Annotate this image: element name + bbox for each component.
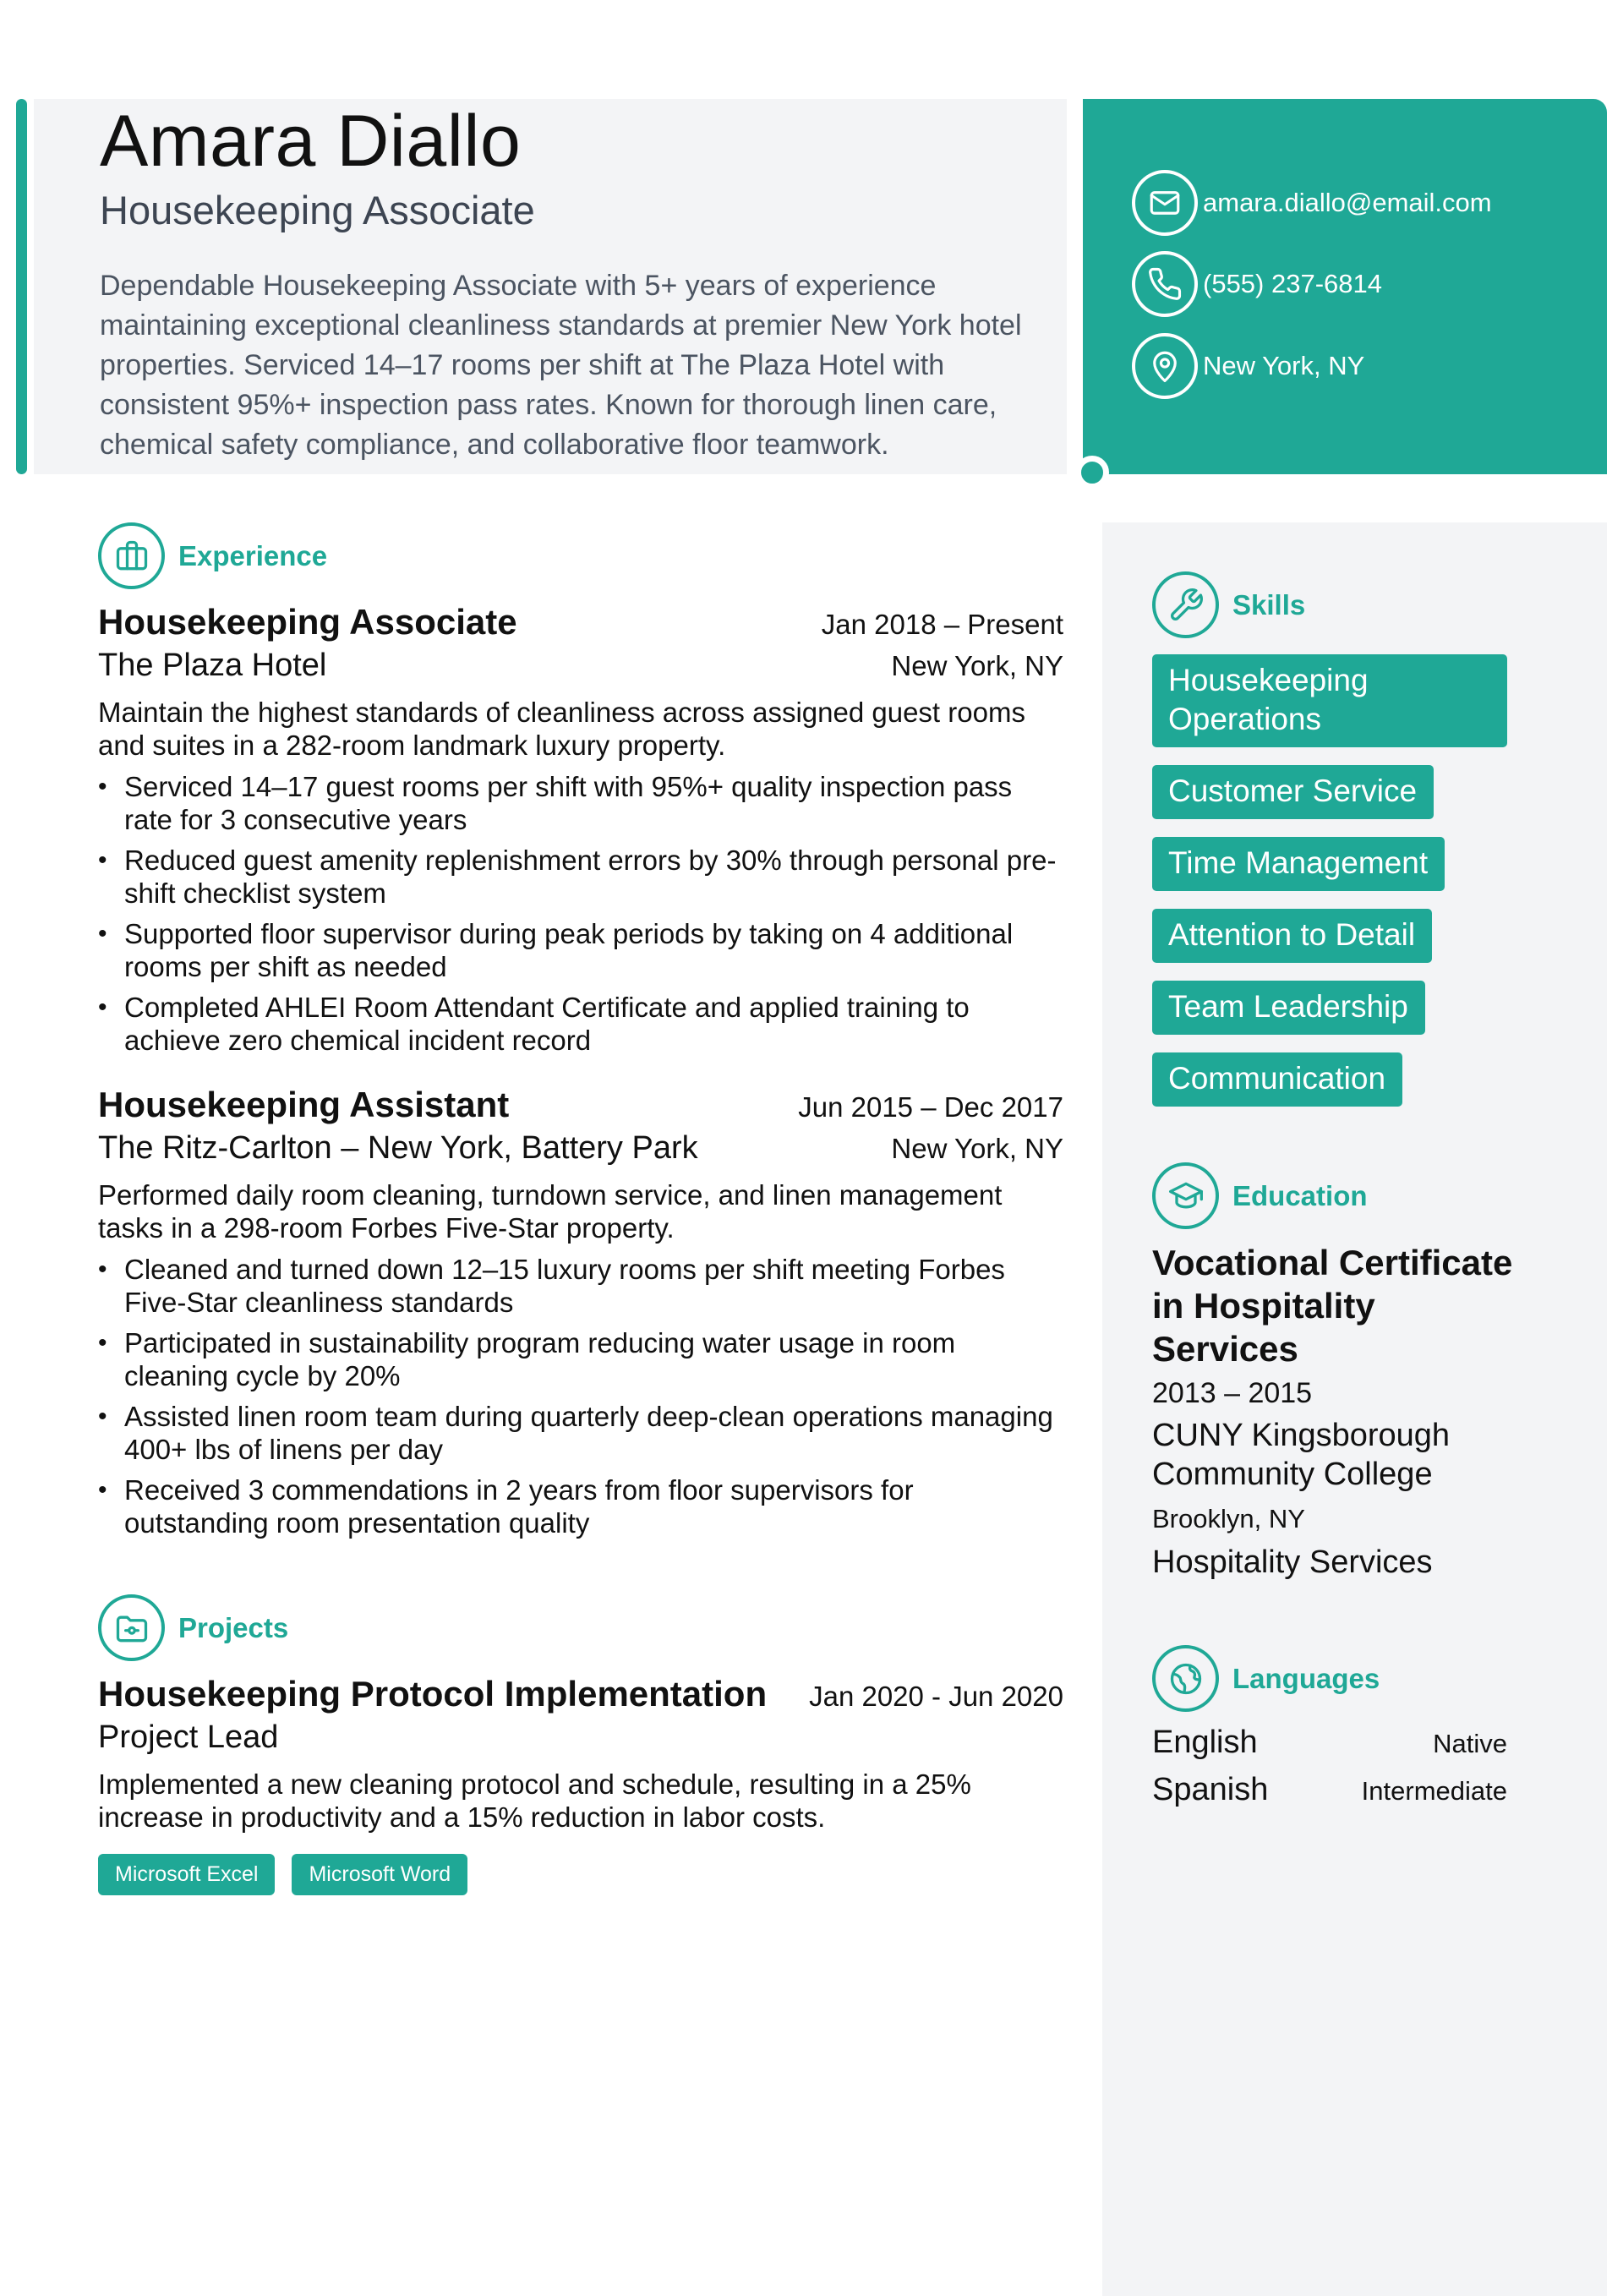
project-tags xyxy=(98,1854,1063,1895)
job-bullets xyxy=(98,770,1063,1057)
contact-location xyxy=(1132,333,1364,399)
experience-heading xyxy=(98,522,327,589)
project-role: Project Lead xyxy=(98,1719,279,1755)
briefcase-icon xyxy=(98,522,165,589)
experience-item xyxy=(98,602,1063,1064)
phone-icon xyxy=(1132,251,1198,317)
language-level: Native xyxy=(1433,1729,1507,1758)
candidate-name: Amara Diallo xyxy=(100,101,522,182)
map-pin-icon xyxy=(1132,333,1198,399)
job-bullet: • Received 3 commendations in 2 years from floor supervisors for outstanding room presentation quality xyxy=(98,1473,1063,1539)
language-row xyxy=(1152,1725,1507,1772)
language-level: Intermediate xyxy=(1361,1776,1507,1806)
languages-list xyxy=(1152,1725,1507,1819)
job-bullet: • Cleaned and turned down 12–15 luxury rooms per shift meeting Forbes Five-Star cleanliness standards xyxy=(98,1253,1063,1319)
education-city: Brooklyn, NY xyxy=(1152,1504,1305,1533)
education-item xyxy=(1152,1241,1524,1582)
project-tag: Microsoft Excel xyxy=(98,1854,275,1895)
skills-heading xyxy=(1152,571,1305,638)
project-dates: Jan 2020 - Jun 2020 xyxy=(809,1681,1063,1712)
skill-tag: Time Management xyxy=(1152,837,1445,891)
envelope-icon xyxy=(1132,170,1198,236)
job-bullet: • Supported floor supervisor during peak periods by taking on 4 additional rooms per shift as needed xyxy=(98,917,1063,983)
job-bullet: • Completed AHLEI Room Attendant Certificate and applied training to achieve zero chemical incident record xyxy=(98,991,1063,1057)
location-text: New York, NY xyxy=(1203,351,1365,380)
job-company: The Plaza Hotel xyxy=(98,648,327,683)
projects-title: Projects xyxy=(178,1611,289,1643)
experience-title: Experience xyxy=(178,539,328,571)
job-description: Performed daily room cleaning, turndown service, and linen management tasks in a 298-room Forbes Five-Star property. xyxy=(98,1179,1003,1244)
job-title: Housekeeping Associate xyxy=(98,602,517,642)
job-title: Housekeeping Assistant xyxy=(98,1085,510,1124)
job-dates: Jun 2015 – Dec 2017 xyxy=(798,1091,1063,1123)
language-name: English xyxy=(1152,1725,1258,1760)
profile-summary: Dependable Housekeeping Associate with 5+ years of experience maintaining exceptional cleanliness standards at premier New York hotel properties. Serviced 14–17 rooms per shift at The Plaza Hotel with consistent 95%+ inspection pass rates. Known for thorough linen care, chemical safety compliance, and collaborative floor teamwork. xyxy=(100,270,1022,461)
job-dates: Jan 2018 – Present xyxy=(821,609,1063,640)
phone-text[interactable]: (555) 237-6814 xyxy=(1203,269,1382,298)
contact-phone[interactable] xyxy=(1132,251,1382,317)
project-description: Implemented a new cleaning protocol and schedule, resulting in a 25% increase in productivity and a 15% reduction in labor costs. xyxy=(98,1768,971,1833)
skill-tag: Customer Service xyxy=(1152,765,1434,819)
languages-title: Languages xyxy=(1232,1662,1380,1694)
job-bullet: • Participated in sustainability program reducing water usage in room cleaning cycle by 20% xyxy=(98,1326,1063,1392)
job-bullet: • Assisted linen room team during quarterly deep-clean operations managing 400+ lbs of linens per day xyxy=(98,1400,1063,1466)
education-years: 2013 – 2015 xyxy=(1152,1377,1313,1409)
graduation-cap-icon xyxy=(1152,1162,1219,1229)
language-row xyxy=(1152,1772,1507,1819)
globe-icon xyxy=(1152,1645,1219,1712)
job-location: New York, NY xyxy=(891,1133,1063,1164)
job-bullet: • Reduced guest amenity replenishment errors by 30% through personal pre-shift checklist system xyxy=(98,844,1063,910)
projects-heading xyxy=(98,1594,288,1661)
header-accent-bar xyxy=(16,99,27,474)
skill-tag: Team Leadership xyxy=(1152,981,1425,1035)
skill-tag: Attention to Detail xyxy=(1152,909,1432,963)
contact-email[interactable] xyxy=(1132,170,1492,236)
project-tag: Microsoft Word xyxy=(292,1854,467,1895)
languages-heading xyxy=(1152,1645,1380,1712)
education-title: Education xyxy=(1232,1179,1368,1211)
project-title: Housekeeping Protocol Implementation xyxy=(98,1674,768,1714)
education-degree: Vocational Certificate in Hospitality Services xyxy=(1152,1243,1513,1369)
experience-item xyxy=(98,1085,1063,1547)
decorative-dot xyxy=(1075,456,1109,489)
skill-tag: Communication xyxy=(1152,1052,1402,1107)
job-location: New York, NY xyxy=(891,650,1063,681)
job-bullets xyxy=(98,1253,1063,1539)
candidate-title: Housekeeping Associate xyxy=(100,188,535,232)
skills-list xyxy=(1152,654,1507,1124)
job-bullet: • Serviced 14–17 guest rooms per shift with 95%+ quality inspection pass rate for 3 consecutive years xyxy=(98,770,1063,836)
skill-tag: Housekeeping Operations xyxy=(1152,654,1507,747)
skills-title: Skills xyxy=(1232,588,1306,620)
wrench-icon xyxy=(1152,571,1219,638)
project-item xyxy=(98,1674,1063,1895)
job-description: Maintain the highest standards of cleanliness across assigned guest rooms and suites in a 282-room landmark luxury property. xyxy=(98,697,1025,761)
education-field: Hospitality Services xyxy=(1152,1544,1433,1580)
job-company: The Ritz-Carlton – New York, Battery Park xyxy=(98,1130,698,1166)
language-name: Spanish xyxy=(1152,1772,1269,1807)
email-text[interactable]: amara.diallo@email.com xyxy=(1203,188,1492,217)
education-school: CUNY Kingsborough Community College xyxy=(1152,1418,1451,1492)
education-heading xyxy=(1152,1162,1368,1229)
folder-icon xyxy=(98,1594,165,1661)
